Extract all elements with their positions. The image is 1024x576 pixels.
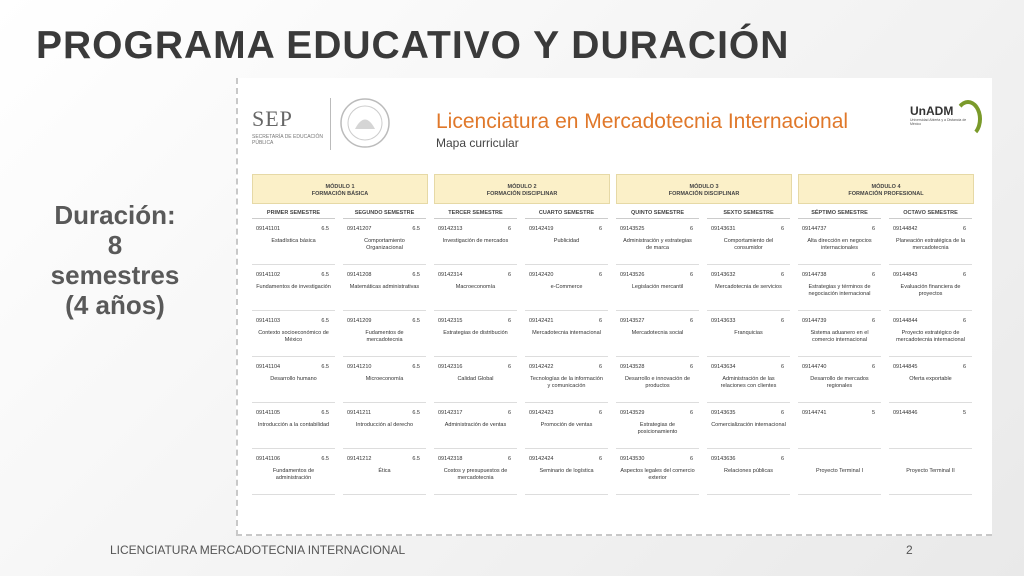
course-code: 09141210 — [347, 364, 372, 370]
duration-line: Duración: — [54, 200, 176, 230]
course-name: Alta dirección en negocios internacionales — [807, 238, 872, 251]
course-credits: 6 — [871, 318, 875, 324]
course-credits: 6.5 — [321, 410, 329, 416]
footer-text: LICENCIATURA MERCADOTECNIA INTERNACIONAL — [110, 543, 406, 557]
course-cell — [889, 454, 972, 495]
semester-header: SEXTO SEMESTRE — [707, 210, 790, 219]
course-credits: 6 — [507, 272, 511, 278]
course-code: 09142420 — [529, 272, 554, 278]
course-name: Estrategias de posicionamiento — [637, 422, 678, 435]
course-code: 09141209 — [347, 318, 372, 324]
course-credits: 6 — [871, 226, 875, 232]
course-code: 09144739 — [802, 318, 827, 324]
course-credits: 6.5 — [412, 226, 420, 232]
course-code: 09143631 — [711, 226, 736, 232]
course-name: Comportamiento Organizacional — [364, 238, 405, 251]
course-code: 09141212 — [347, 456, 372, 462]
course-name: Desarrollo humano — [270, 376, 317, 382]
course-code: 09142419 — [529, 226, 554, 232]
module-name: MÓDULO 4 — [871, 184, 901, 190]
course-name: Aspectos legales del comercio exterior — [620, 468, 695, 481]
course-name: Mercadotecnia social — [631, 330, 684, 336]
course-cell — [616, 316, 699, 357]
course-code: 09141103 — [256, 318, 281, 324]
course-cell — [798, 454, 881, 495]
course-cell — [798, 270, 881, 311]
course-cell — [707, 454, 790, 495]
course-credits: 6.5 — [412, 318, 420, 324]
course-credits: 6 — [962, 364, 966, 370]
course-credits: 6.5 — [412, 272, 420, 278]
semester-header: CUARTO SEMESTRE — [525, 210, 608, 219]
course-code: 09143530 — [620, 456, 645, 462]
curriculum-image — [236, 78, 992, 536]
document-subtitle: Mapa curricular — [436, 136, 519, 150]
course-name: Proyecto Terminal I — [816, 468, 863, 474]
course-credits: 6 — [507, 456, 511, 462]
course-code: 09141104 — [256, 364, 281, 370]
course-name: Mercadotecnia internacional — [532, 330, 601, 336]
course-cell — [434, 408, 517, 449]
course-name: Tecnologías de la información y comunicación — [530, 376, 603, 389]
course-cell — [343, 454, 426, 495]
logo-divider — [330, 98, 331, 150]
course-credits: 6.5 — [412, 364, 420, 370]
course-cell — [434, 224, 517, 265]
module-description: FORMACIÓN PROFESIONAL — [848, 191, 924, 197]
course-name: Comercialización internacional — [711, 422, 786, 428]
course-cell — [434, 270, 517, 311]
course-name: Planeación estratégica de la mercadotecnia — [895, 238, 966, 251]
module-header — [434, 174, 610, 204]
module-description: FORMACIÓN DISCIPLINAR — [486, 191, 558, 197]
course-credits: 6 — [598, 364, 602, 370]
course-credits: 6 — [780, 456, 784, 462]
course-code: 09143634 — [711, 364, 736, 370]
course-credits: 6 — [598, 456, 602, 462]
course-name: e-Commerce — [550, 284, 583, 290]
course-cell — [343, 270, 426, 311]
course-cell — [889, 316, 972, 357]
course-name: Costos y presupuestos de mercadotecnia — [443, 468, 508, 481]
course-code: 09143526 — [620, 272, 645, 278]
course-name: Microeconomía — [365, 376, 404, 382]
course-cell — [252, 224, 335, 265]
course-name: Administración de las relaciones con clientes — [720, 376, 777, 389]
course-cell — [525, 224, 608, 265]
course-cell — [252, 270, 335, 311]
sep-subtitle: SECRETARÍA DE EDUCACIÓN PÚBLICA — [252, 134, 324, 146]
course-cell — [525, 270, 608, 311]
course-cell — [525, 362, 608, 403]
course-code: 09142313 — [438, 226, 463, 232]
course-credits: 6 — [871, 364, 875, 370]
course-cell — [434, 316, 517, 357]
course-cell — [616, 270, 699, 311]
course-credits: 6 — [507, 410, 511, 416]
sep-logo — [252, 106, 324, 146]
course-cell — [616, 408, 699, 449]
course-code: 09142421 — [529, 318, 554, 324]
course-code: 09142422 — [529, 364, 554, 370]
course-name: Desarrollo de mercados regionales — [810, 376, 869, 389]
course-code: 09141106 — [256, 456, 281, 462]
unadm-subtitle: Universidad Abierta y a Distancia de México — [910, 118, 967, 126]
course-cell — [798, 362, 881, 403]
course-cell — [616, 224, 699, 265]
course-cell — [798, 408, 881, 449]
course-name: Matemáticas administrativas — [349, 284, 420, 290]
sep-logo-text: SEP — [252, 106, 293, 131]
course-code: 09142318 — [438, 456, 463, 462]
course-code: 09142315 — [438, 318, 463, 324]
course-code: 09143525 — [620, 226, 645, 232]
course-cell — [889, 270, 972, 311]
course-code: 09142423 — [529, 410, 554, 416]
course-code: 09144740 — [802, 364, 827, 370]
course-code: 09144845 — [893, 364, 918, 370]
course-name: Fundamentos de administración — [272, 468, 315, 481]
course-credits: 6 — [598, 410, 602, 416]
course-name: Promoción de ventas — [540, 422, 593, 428]
course-code: 09144842 — [893, 226, 918, 232]
course-credits: 6 — [689, 410, 693, 416]
course-code: 09144738 — [802, 272, 827, 278]
semester-header: SÉPTIMO SEMESTRE — [798, 210, 881, 219]
slide-title: PROGRAMA EDUCATIVO Y DURACIÓN — [36, 24, 790, 67]
course-credits: 6 — [689, 364, 693, 370]
course-credits: 6 — [962, 226, 966, 232]
course-name: Proyecto Terminal II — [906, 468, 955, 474]
course-credits: 5 — [962, 410, 966, 416]
course-cell — [525, 408, 608, 449]
course-name: Fudamentos de mercadotecnia — [365, 330, 404, 343]
course-credits: 6.5 — [412, 456, 420, 462]
module-header — [616, 174, 792, 204]
course-cell — [707, 316, 790, 357]
course-cell — [252, 408, 335, 449]
course-code: 09141211 — [347, 410, 372, 416]
course-name: Ética — [378, 468, 391, 474]
course-cell — [798, 224, 881, 265]
course-cell — [616, 362, 699, 403]
course-cell — [707, 224, 790, 265]
course-name: Investigación de mercados — [442, 238, 509, 244]
module-description: FORMACIÓN BÁSICA — [311, 191, 369, 197]
course-cell — [707, 270, 790, 311]
course-credits: 6 — [507, 318, 511, 324]
course-cell — [616, 454, 699, 495]
unadm-arc-icon — [954, 100, 982, 138]
course-credits: 6 — [962, 318, 966, 324]
course-cell — [252, 316, 335, 357]
duration-line: (4 años) — [65, 290, 165, 320]
course-name: Evaluación financiera de proyectos — [900, 284, 961, 297]
course-cell — [252, 362, 335, 403]
course-cell — [707, 408, 790, 449]
course-cell — [798, 316, 881, 357]
course-name: Fundamentos de investigación — [256, 284, 331, 290]
course-name: Comportamiento del consumidor — [723, 238, 774, 251]
module-name: MÓDULO 3 — [689, 184, 719, 190]
unadm-logo-text: UnADM — [910, 104, 954, 118]
course-credits: 5 — [871, 410, 875, 416]
course-name: Oferta exportable — [909, 376, 952, 382]
course-cell — [889, 408, 972, 449]
course-name: Proyecto estratégico de mercadotecnia internacional — [896, 330, 965, 343]
course-name: Publicidad — [553, 238, 580, 244]
course-credits: 6.5 — [321, 272, 329, 278]
document-title: Licenciatura en Mercadotecnia Internacional — [436, 110, 849, 133]
course-credits: 6 — [780, 272, 784, 278]
course-code: 09143633 — [711, 318, 736, 324]
course-cell — [434, 454, 517, 495]
course-name: Legislación mercantil — [631, 284, 684, 290]
course-name: Franquicias — [734, 330, 763, 336]
course-cell — [343, 224, 426, 265]
course-name: Estrategias de distribución — [443, 330, 508, 336]
course-credits: 6 — [598, 226, 602, 232]
module-description: FORMACIÓN DISCIPLINAR — [668, 191, 740, 197]
course-name: Seminario de logística — [539, 468, 594, 474]
course-code: 09141207 — [347, 226, 372, 232]
semester-header: PRIMER SEMESTRE — [252, 210, 335, 219]
course-code: 09143635 — [711, 410, 736, 416]
course-cell — [434, 362, 517, 403]
duration-text — [40, 200, 190, 320]
course-code: 09144737 — [802, 226, 827, 232]
course-code: 09141101 — [256, 226, 281, 232]
course-cell — [889, 224, 972, 265]
course-name: Contexto socioeconómico de México — [258, 330, 329, 343]
module-header — [798, 174, 974, 204]
course-name: Introducción a la contabilidad — [257, 422, 330, 428]
semester-header: TERCER SEMESTRE — [434, 210, 517, 219]
course-name: Estadística básica — [271, 238, 316, 244]
course-credits: 6 — [507, 226, 511, 232]
course-name: Introducción al derecho — [355, 422, 414, 428]
duration-line: semestres — [50, 260, 180, 290]
course-cell — [343, 408, 426, 449]
course-code: 09143529 — [620, 410, 645, 416]
semester-header: SEGUNDO SEMESTRE — [343, 210, 426, 219]
module-name: MÓDULO 1 — [325, 184, 355, 190]
course-code: 09141102 — [256, 272, 281, 278]
course-credits: 6 — [871, 272, 875, 278]
course-credits: 6 — [962, 272, 966, 278]
course-code: 09144844 — [893, 318, 918, 324]
course-credits: 6 — [780, 364, 784, 370]
unadm-logo — [910, 104, 970, 134]
course-code: 09143528 — [620, 364, 645, 370]
course-code: 09144843 — [893, 272, 918, 278]
course-name: Calidad Global — [457, 376, 494, 382]
course-cell — [525, 454, 608, 495]
course-code: 09144846 — [893, 410, 918, 416]
course-code: 09142424 — [529, 456, 554, 462]
semester-header: OCTAVO SEMESTRE — [889, 210, 972, 219]
course-cell — [252, 454, 335, 495]
course-credits: 6 — [689, 318, 693, 324]
course-credits: 6 — [598, 318, 602, 324]
course-code: 09143636 — [711, 456, 736, 462]
course-credits: 6.5 — [412, 410, 420, 416]
duration-line: 8 — [107, 230, 123, 260]
course-code: 09142317 — [438, 410, 463, 416]
course-code: 09143632 — [711, 272, 736, 278]
course-code: 09142316 — [438, 364, 463, 370]
course-name: Relaciones públicas — [724, 468, 773, 474]
course-credits: 6.5 — [321, 456, 329, 462]
course-credits: 6 — [507, 364, 511, 370]
course-name: Administración y estrategias de marca — [623, 238, 692, 251]
course-credits: 6.5 — [321, 364, 329, 370]
course-cell — [889, 362, 972, 403]
module-name: MÓDULO 2 — [507, 184, 537, 190]
course-credits: 6 — [780, 410, 784, 416]
course-name: Desarrollo e innovación de productos — [624, 376, 691, 389]
course-name: Sistema aduanero en el comercio internacional — [810, 330, 869, 343]
course-credits: 6 — [780, 318, 784, 324]
course-credits: 6.5 — [321, 226, 329, 232]
course-code: 09144741 — [802, 410, 827, 416]
module-header — [252, 174, 428, 204]
course-credits: 6 — [689, 456, 693, 462]
course-name: Mercadotecnia de servicios — [715, 284, 782, 290]
course-cell — [525, 316, 608, 357]
course-credits: 6 — [689, 226, 693, 232]
page-number: 2 — [906, 543, 913, 557]
course-code: 09141105 — [256, 410, 281, 416]
course-credits: 6 — [780, 226, 784, 232]
course-name: Macroeconomía — [455, 284, 496, 290]
course-code: 09143527 — [620, 318, 645, 324]
course-credits: 6 — [689, 272, 693, 278]
course-code: 09141208 — [347, 272, 372, 278]
course-cell — [343, 362, 426, 403]
course-credits: 6 — [598, 272, 602, 278]
course-name: Administración de ventas — [444, 422, 507, 428]
course-cell — [707, 362, 790, 403]
course-code: 09142314 — [438, 272, 463, 278]
mexico-seal-icon — [338, 96, 392, 150]
course-credits: 6.5 — [321, 318, 329, 324]
course-cell — [343, 316, 426, 357]
semester-header: QUINTO SEMESTRE — [616, 210, 699, 219]
course-name: Estrategias y términos de negociación internacional — [808, 284, 871, 297]
